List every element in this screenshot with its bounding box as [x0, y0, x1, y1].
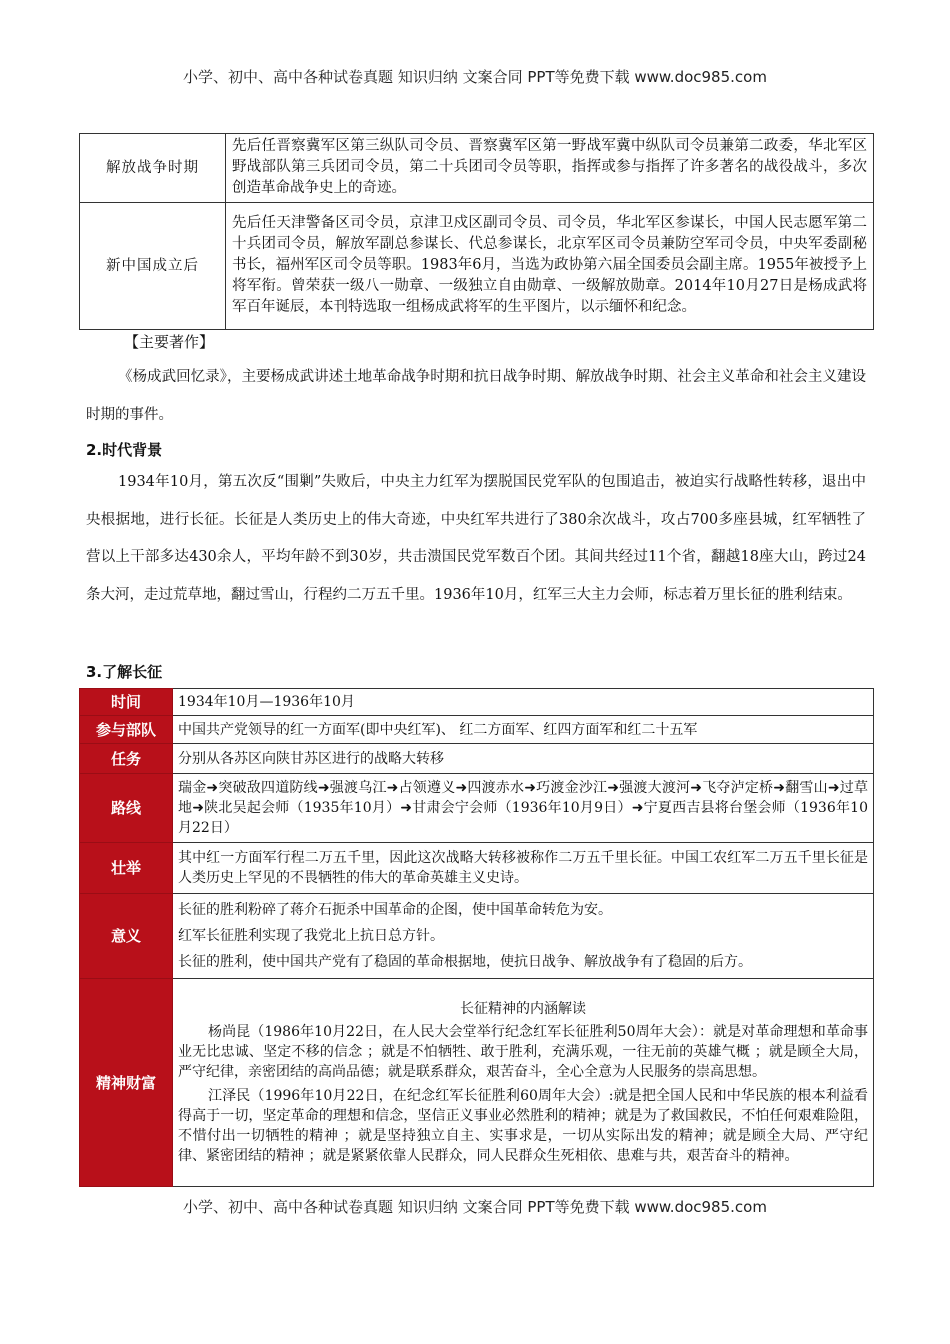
- background-paragraph: 1934年10月，第五次反“围剿”失败后，中央主力红军为摆脱国民党军队的包围追击，被迫实行战略性转移，退出中央根据地，进行长征。长征是人类历史上的伟大奇迹，中央红军共进行了380余次战斗，攻占700多座县城，红军牺牲了营以上干部多达430余人，平均年龄不到30岁，共击溃国民党军数百个团。其间共经过11个省，翻越18座大山，跨过24条大河，走过荒草地，翻过雪山，行程约二万五千里。1936年10月，红军三大主力会师，标志着万里长征的胜利结束。: [86, 474, 866, 603]
- spirit-title: 长征精神的内涵解读: [460, 1001, 586, 1017]
- longmarch-row-task: [80, 744, 874, 774]
- page-header: 小学、初中、高中各种试卷真题 知识归纳 文案合同 PPT等免费下载 www.doc985.com: [183, 68, 767, 86]
- works-heading: 【主要著作】: [124, 333, 215, 351]
- career-row: [80, 134, 874, 203]
- route-label: 路线: [80, 774, 173, 843]
- time-label: 时间: [80, 689, 173, 716]
- spirit-label: 精神财富: [80, 979, 173, 1187]
- meaning-value: [173, 894, 874, 979]
- longmarch-table: [79, 688, 874, 1187]
- task-value: 分别从各苏区向陕甘苏区进行的战略大转移: [173, 744, 874, 774]
- longmarch-row-time: [80, 689, 874, 716]
- meaning-item: 长征的胜利，使中国共产党有了稳固的革命根据地，使抗日战争、解放战争有了稳固的后方。: [178, 954, 752, 970]
- page-footer: 小学、初中、高中各种试卷真题 知识归纳 文案合同 PPT等免费下载 www.doc985.com: [183, 1198, 767, 1216]
- works-paragraph: 《杨成武回忆录》，主要杨成武讲述土地革命战争时期和抗日战争时期、解放战争时期、社会主义革命和社会主义建设时期的事件。: [86, 369, 866, 423]
- time-value: 1934年10月—1936年10月: [173, 689, 874, 716]
- meaning-label: 意义: [80, 894, 173, 979]
- longmarch-row-route: [80, 774, 874, 843]
- spirit-paragraph: 江泽民（1996年10月22日，在纪念红军长征胜利60周年大会）:就是把全国人民和中华民族的根本利益看得高于一切，坚定革命的理想和信念，坚信正义事业必然胜利的精神；就是为了救国救民，不怕任何艰难险阻，不惜付出一切牺牲的精神 ；就是坚持独立自主、实事求是，一切从实际出发的精神；就是顾全大局、严守纪律、紧密团结的精神 ；就是紧紧依靠人民群众，同人民群众生死相依、患难与共，艰苦奋斗的精神。: [178, 1088, 868, 1164]
- career-period-label: 新中国成立后: [80, 203, 226, 330]
- longmarch-row-feat: [80, 843, 874, 894]
- task-label: 任务: [80, 744, 173, 774]
- longmarch-row-meaning: [80, 894, 874, 979]
- feat-label: 壮举: [80, 843, 173, 894]
- background-heading: 2.时代背景: [86, 441, 163, 459]
- route-value: 瑞金➜突破敌四道防线➜强渡乌江➜占领遵义➜四渡赤水➜巧渡金沙江➜强渡大渡河➜飞夺泸定桥➜翻雪山➜过草地➜陕北吴起会师（1935年10月）➜甘肃会宁会师（1936年10月9日）➜宁夏西吉县将台堡会师（1936年10月22日）: [173, 774, 874, 843]
- feat-value: 其中红一方面军行程二万五千里，因此这次战略大转移被称作二万五千里长征。中国工农红军二万五千里长征是人类历史上罕见的不畏牺牲的伟大的革命英雄主义史诗。: [173, 843, 874, 894]
- meaning-item: 长征的胜利粉碎了蒋介石扼杀中国革命的企图，使中国革命转危为安。: [178, 902, 612, 918]
- career-period-label: 解放战争时期: [80, 134, 226, 203]
- career-row: [80, 203, 874, 330]
- troops-label: 参与部队: [80, 716, 173, 744]
- career-period-text: 先后任天津警备区司令员，京津卫戍区副司令员、司令员，华北军区参谋长，中国人民志愿军第二十兵团司令员，解放军副总参谋长、代总参谋长，北京军区司令员兼防空军司令员，中央军委副秘书长，福州军区司令员等职。1983年6月，当选为政协第六届全国委员会副主席。1955年被授予上将军衔。曾荣获一级八一勋章、一级独立自由勋章、一级解放勋章。2014年10月27日是杨成武将军百年诞辰，本刊特选取一组杨成武将军的生平图片，以示缅怀和纪念。: [226, 203, 874, 330]
- longmarch-row-spirit: [80, 979, 874, 1187]
- troops-value: 中国共产党领导的红一方面军(即中央红军)、 红二方面军、红四方面军和红二十五军: [173, 716, 874, 744]
- career-period-text: 先后任晋察冀军区第三纵队司令员、晋察冀军区第一野战军冀中纵队司令员兼第二政委，华北军区野战部队第三兵团司令员，第二十兵团司令员等职，指挥或参与指挥了许多著名的战役战斗，多次创造革命战争史上的奇迹。: [226, 134, 874, 203]
- longmarch-heading: 3.了解长征: [86, 663, 163, 681]
- spirit-paragraph: 杨尚昆（1986年10月22日，在人民大会堂举行纪念红军长征胜利50周年大会）：就是对革命理想和革命事业无比忠诚、坚定不移的信念 ；就是不怕牺牲、敢于胜利，充满乐观，一往无前的英雄气概 ；就是顾全大局，严守纪律，亲密团结的高尚品德；就是联系群众，艰苦奋斗，全心全意为人民服务的崇高思想。: [178, 1024, 868, 1080]
- career-table: [79, 133, 874, 330]
- longmarch-row-troops: [80, 716, 874, 744]
- spirit-value: [173, 979, 874, 1187]
- meaning-item: 红军长征胜利实现了我党北上抗日总方针。: [178, 928, 444, 944]
